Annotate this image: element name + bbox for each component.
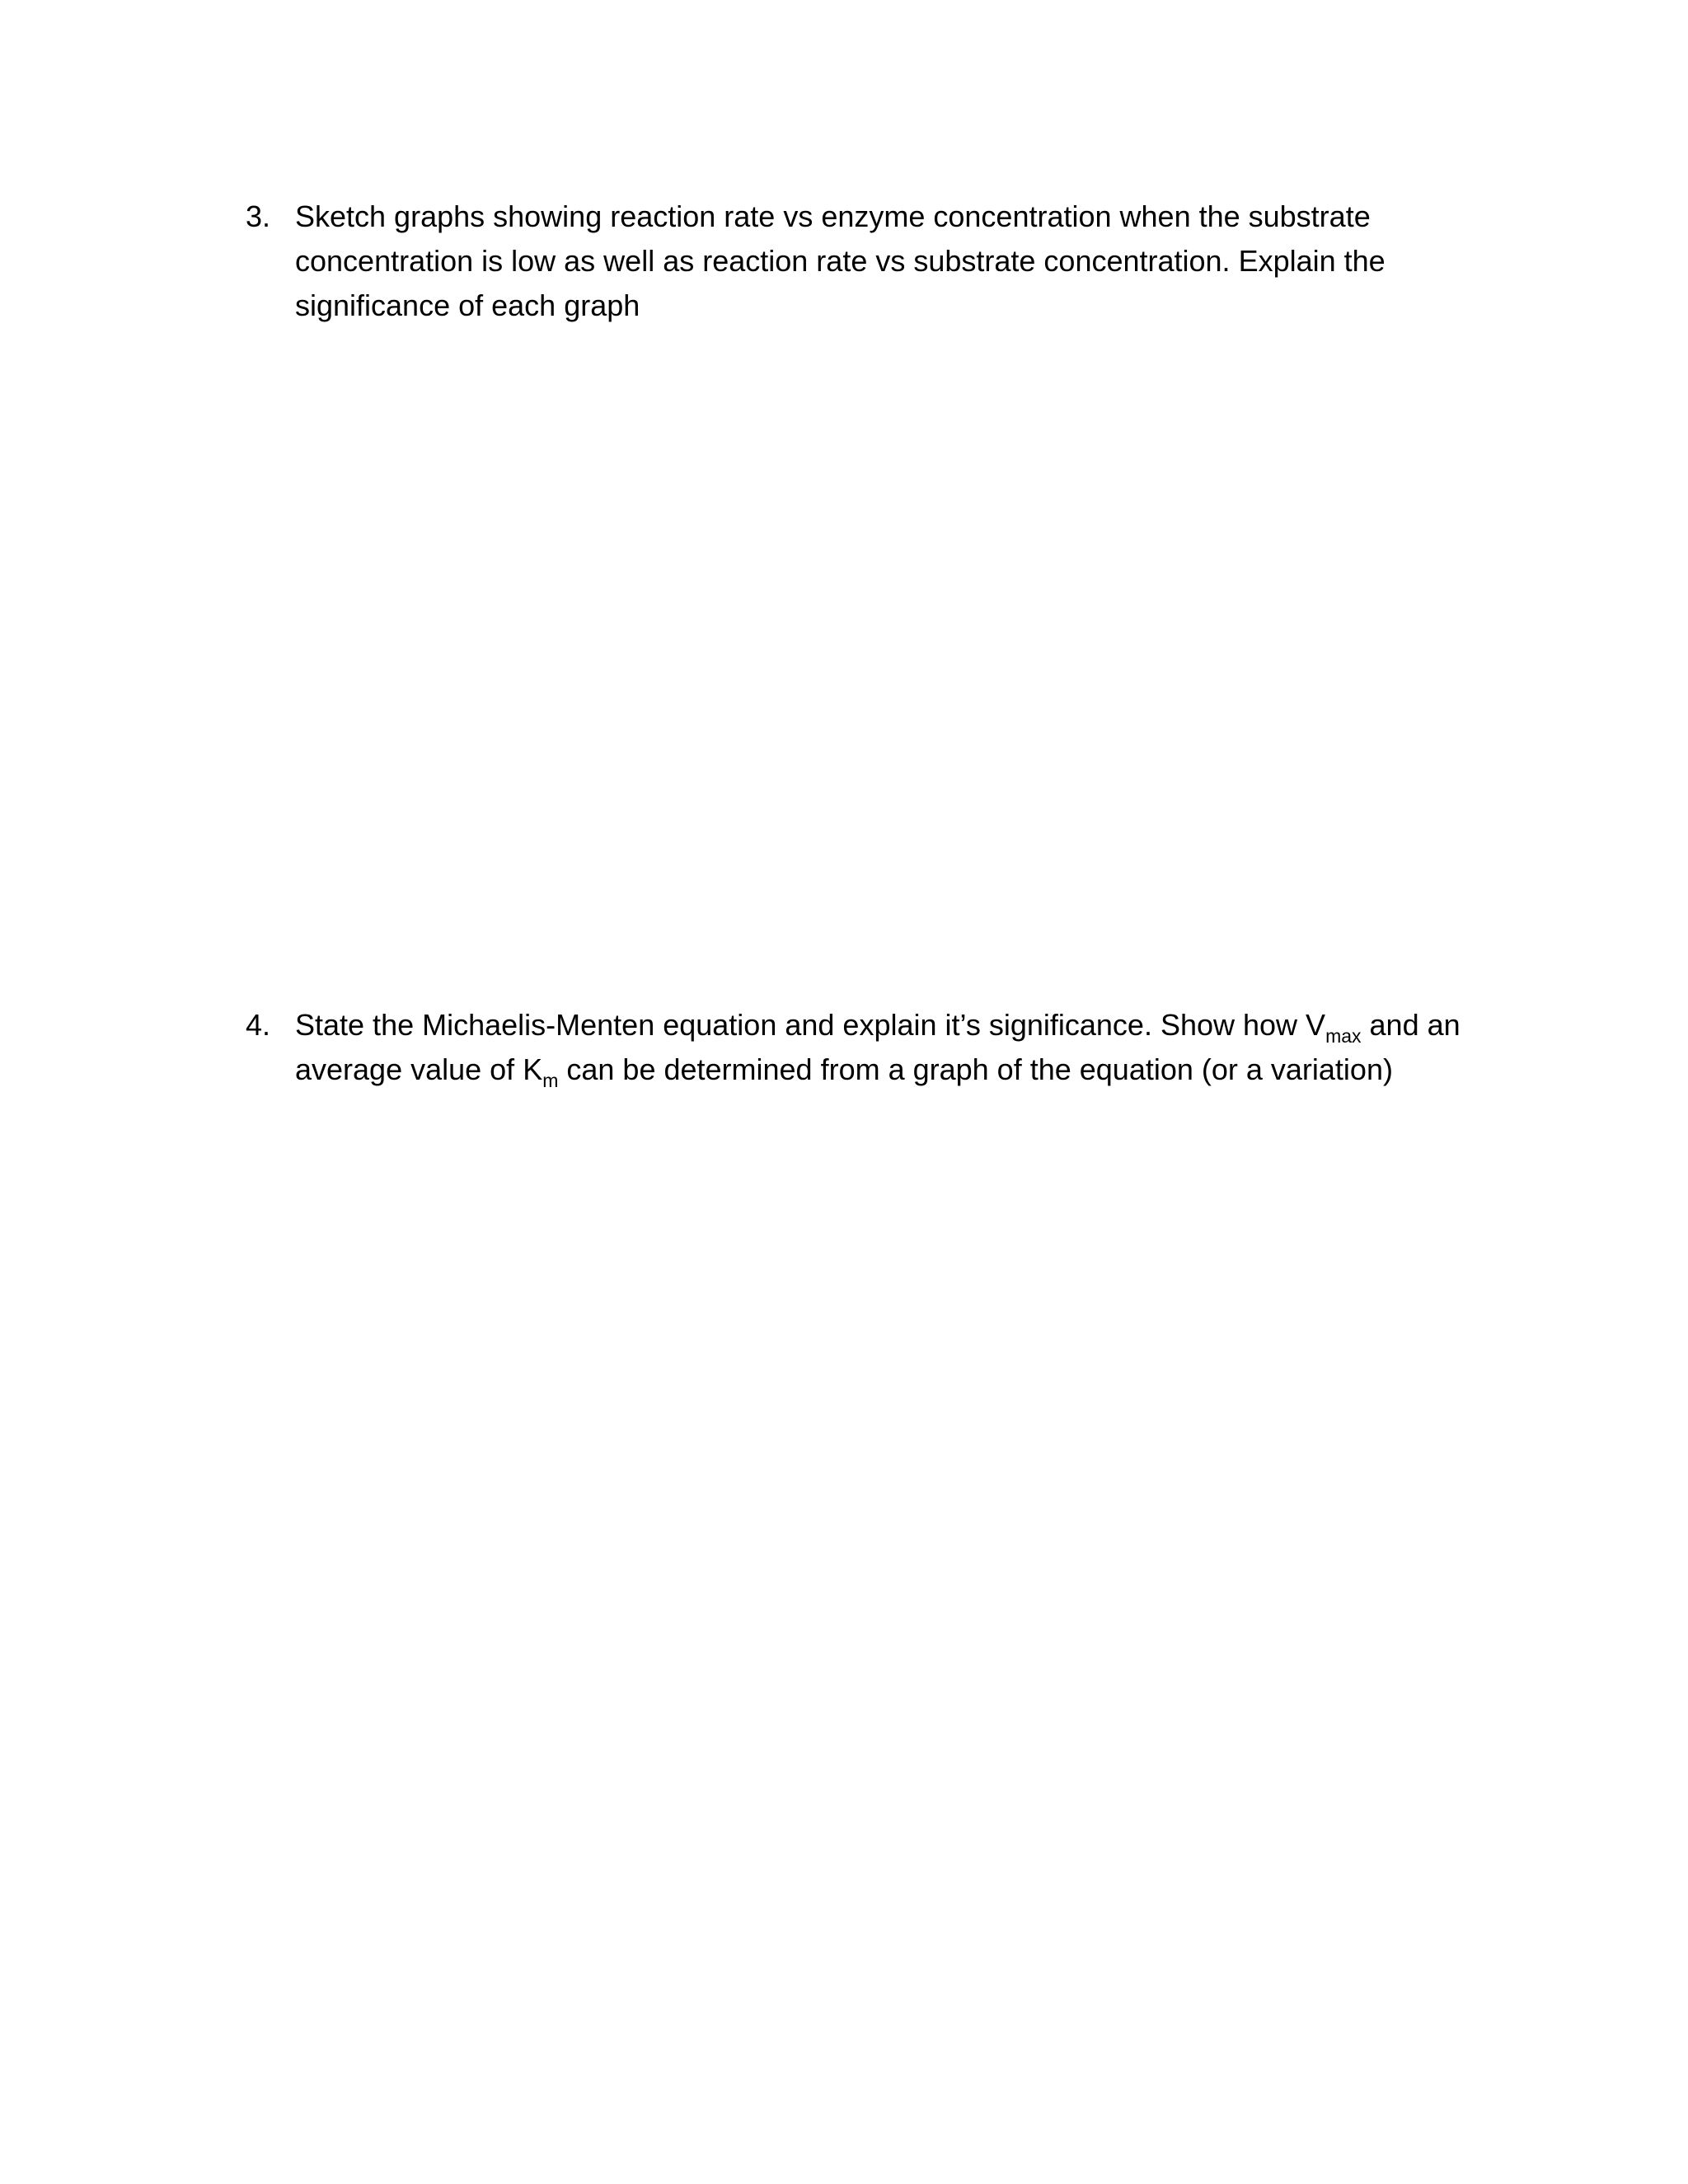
question-line — [295, 1003, 1465, 1047]
question-text — [295, 194, 1465, 328]
question-number: 4. — [246, 1008, 271, 1042]
question-text-segment: average value of K — [295, 1052, 543, 1086]
question-line: concentration is low as well as reaction rate vs substrate concentration. Explain the — [295, 244, 1386, 278]
question-text-segment: State the Michaelis-Menten equation and explain it’s significance. Show how V — [295, 1008, 1326, 1042]
question-line: significance of each graph — [295, 288, 640, 322]
question-number: 3. — [246, 199, 271, 233]
km-subscript: m — [542, 1070, 559, 1091]
question-4 — [246, 1003, 1465, 1092]
question-3 — [246, 194, 1465, 328]
vmax-subscript: max — [1325, 1025, 1362, 1047]
question-line: Sketch graphs showing reaction rate vs enzyme concentration when the substrate — [295, 199, 1371, 233]
question-line — [295, 1047, 1465, 1092]
question-text-segment: can be determined from a graph of the equation (or a variation) — [558, 1052, 1393, 1086]
question-text — [295, 1003, 1465, 1092]
question-text-segment: and an — [1361, 1008, 1461, 1042]
